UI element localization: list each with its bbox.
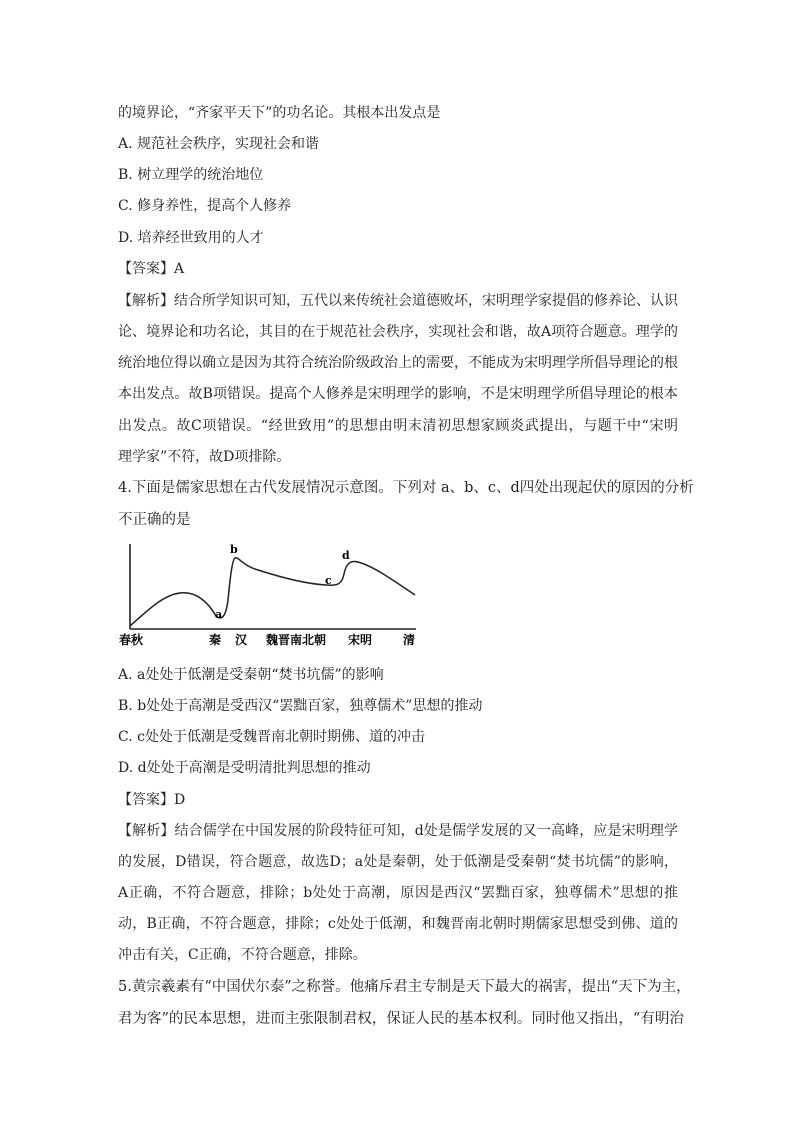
q4-stem-line: 4.下面是儒家思想在古代发展情况示意图。下列对 a、b、c、d四处出现起伏的原因的分析	[118, 480, 694, 496]
q4-option-a: A. a处处于低潮是受秦朝“焚书坑儒”的影响	[118, 667, 384, 683]
point-label-b: b	[230, 543, 238, 556]
q3-analysis-line: 论、境界论和功名论，其目的在于规范社会秩序，实现社会和谐，故A项符合题意。理学的	[118, 324, 678, 340]
point-label-a: a	[215, 608, 223, 621]
q4-analysis-line: 冲击有关，C正确，不符合题意，排除。	[118, 947, 367, 963]
q3-analysis-line: 理学家”不符，故D项排除。	[118, 449, 291, 465]
q5-stem-line: 君为客”的民本思想，进而主张限制君权，保证人民的基本权利。同时他又指出，“有明治	[118, 1011, 684, 1027]
q3-analysis-line: 【解析】结合所学知识可知，五代以来传统社会道德败坏，宋明理学家提倡的修养论、认识	[118, 293, 678, 309]
q3-analysis-line: 出发点。故C项错误。“经世致用”的思想由明末清初思想家顾炎武提出，与题干中“宋明	[118, 418, 678, 434]
q4-option-b: B. b处处于高潮是受西汉“罢黜百家，独尊儒术”思想的推动	[118, 698, 483, 714]
q4-stem-line: 不正确的是	[118, 512, 191, 528]
q3-option-b: B. 树立理学的统治地位	[118, 167, 264, 183]
q4-analysis-line: 动，B正确，不符合题意，排除；c处处于低潮，和魏晋南北朝时期儒家思想受到佛、道的	[118, 916, 678, 932]
development-curve	[130, 558, 415, 626]
q3-option-a: A. 规范社会秩序，实现社会和谐	[118, 136, 320, 152]
axis-label-weijin: 魏晋南北朝	[266, 633, 327, 647]
confucianism-development-figure	[118, 540, 428, 650]
axis-label-qin: 秦	[209, 633, 222, 647]
point-label-c: c	[325, 574, 332, 587]
q4-option-c: C. c处处于低潮是受魏晋南北朝时期佛、道的冲击	[118, 729, 425, 745]
q3-analysis-line: 统治地位得以确立是因为其符合统治阶级政治上的需要，不能成为宋明理学所倡导理论的根	[118, 355, 678, 371]
q4-analysis-line: 【解析】结合儒学在中国发展的阶段特征可知，d处是儒学发展的又一高峰，应是宋明理学	[118, 823, 678, 839]
axis-label-chunqiu: 春秋	[119, 633, 144, 647]
q5-stem-line: 5.黄宗羲素有“中国伏尔泰”之称誉。他痛斥君主专制是天下最大的祸害，提出“天下为主，	[118, 979, 691, 995]
q3-option-c: C. 修身养性，提高个人修养	[118, 198, 292, 214]
q4-option-d: D. d处处于高潮是受明清批判思想的推动	[118, 760, 371, 776]
q3-analysis-line: 本出发点。故B项错误。提高个人修养是宋明理学的影响，不是宋明理学所倡导理论的根本	[118, 386, 678, 402]
q4-analysis-line: A正确，不符合题意，排除；b处处于高潮，原因是西汉“罢黜百家，独尊儒术”思想的推	[118, 885, 678, 901]
q3-stem-tail: 的境界论，“齐家平天下”的功名论。其根本出发点是	[118, 105, 441, 121]
axis-label-han: 汉	[235, 633, 248, 647]
point-label-d: d	[342, 549, 350, 562]
axis-label-qing: 清	[403, 633, 416, 647]
q4-answer: 【答案】D	[118, 792, 186, 808]
figure-svg	[118, 540, 428, 650]
axis-label-songming: 宋明	[348, 633, 373, 647]
q4-analysis-line: 的发展，D错误，符合题意，故选D；a处是秦朝，处于低潮是受秦朝“焚书坑儒”的影响，	[118, 854, 678, 870]
q3-answer: 【答案】A	[118, 261, 185, 277]
q3-option-d: D. 培养经世致用的人才	[118, 230, 264, 246]
